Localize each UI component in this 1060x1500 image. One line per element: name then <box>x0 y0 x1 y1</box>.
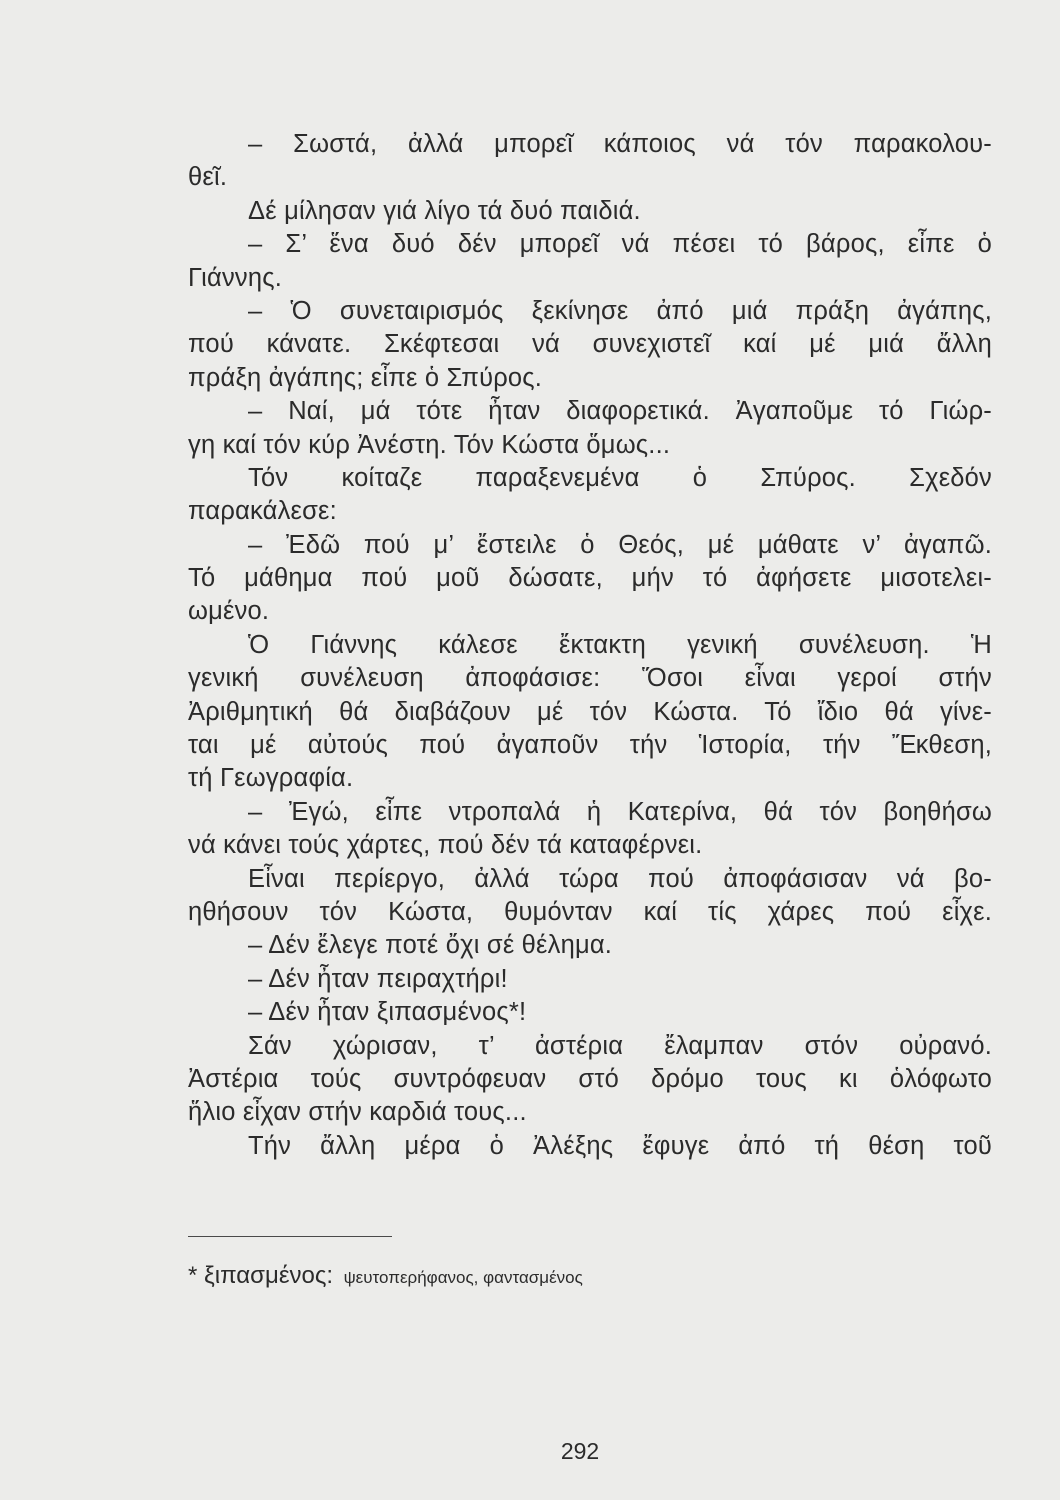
text-line: πράξη ἀγάπης; εἶπε ὁ Σπύρος. <box>188 363 543 392</box>
text-line: Γιάννης. <box>188 263 283 292</box>
text-line: Ἀριθμητική θά διαβάζουν μέ τόν Κώστα. Τό ἴδιο θά γίνε- <box>188 697 992 726</box>
text-line: – Δέν ἔλεγε ποτέ ὄχι σέ θέλημα. <box>248 931 613 960</box>
text-line: Τόν κοίταζε παραξενεμένα ὁ Σπύρος. Σχεδόν <box>248 463 992 492</box>
text-line: – Σωστά, ἀλλά μπορεῖ κάποιος νά τόν παρακολου- <box>248 130 992 158</box>
text-line: – Δέν ἦταν πειραχτήρι! <box>248 964 508 993</box>
text-line: ἥλιο εἶχαν στήν καρδιά τους... <box>188 1098 527 1127</box>
text-line: γη καί τόν κύρ Ἀνέστη. Τόν Κώστα ὅμως... <box>188 430 671 459</box>
text-line: Δέ μίλησαν γιά λίγο τά δυό παιδιά. <box>248 196 641 225</box>
text-line: Εἶναι περίεργο, ἀλλά τώρα πού ἀποφάσισαν νά βο- <box>248 864 992 893</box>
text-line: παρακάλεσε: <box>188 497 337 526</box>
text-line: – Ἐγώ, εἶπε ντροπαλά ἡ Κατερίνα, θά τόν βοηθήσω <box>248 797 992 826</box>
text-line: – Ναί, μά τότε ἦταν διαφορετικά. Ἀγαποῦμε τό Γιώρ- <box>248 397 992 426</box>
text-line: – Ὁ συνεταιρισμός ξεκίνησε ἀπό μιά πράξη ἀγάπης, <box>248 296 992 325</box>
text-line: Τό μάθημα πού μοῦ δώσατε, μήν τό ἀφήσετε μισοτελει- <box>188 564 992 593</box>
text-line: ωμένο. <box>188 597 270 626</box>
text-line: πού κάνατε. Σκέφτεσαι νά συνεχιστεῖ καί μέ μιά ἄλλη <box>188 330 992 359</box>
text-line: γενική συνέλευση ἀποφάσισε: Ὅσοι εἶναι γεροί στήν <box>188 664 992 693</box>
text-line: ηθήσουν τόν Κώστα, θυμόνταν καί τίς χάρες πού εἶχε. <box>188 897 992 926</box>
footnote-term: * ξιπασμένος: <box>188 1262 334 1289</box>
text-line: Τήν ἄλλη μέρα ὁ Ἀλέξης ἔφυγε ἀπό τή θέση τοῦ <box>248 1131 992 1160</box>
text-line: νά κάνει τούς χάρτες, πού δέν τά καταφέρνει. <box>188 831 703 860</box>
text-line: Ἀστέρια τούς συντρόφευαν στό δρόμο τους κι ὁλόφωτο <box>188 1064 992 1093</box>
text-line: θεῖ. <box>188 163 228 192</box>
text-line: Σάν χώρισαν, τ’ ἀστέρια ἔλαμπαν στόν οὐρανό. <box>248 1031 992 1060</box>
text-line: – Δέν ἦταν ξιπασμένος*! <box>248 998 527 1027</box>
text-line: – Σ’ ἕνα δυό δέν μπορεῖ νά πέσει τό βάρος, εἶπε ὁ <box>248 230 992 259</box>
body-text <box>188 128 992 1163</box>
text-line: – Ἐδῶ πού μ’ ἔστειλε ὁ Θεός, μέ μάθατε ν’ ἀγαπῶ. <box>248 530 992 559</box>
text-line: ται μέ αὐτούς πού ἀγαποῦν τήν Ἱστορία, τήν Ἔκθεση, <box>188 731 992 760</box>
page-number: 292 <box>560 1438 600 1464</box>
text-line: τή Γεωγραφία. <box>188 764 354 793</box>
footnote-divider <box>188 1236 392 1237</box>
text-line: Ὁ Γιάννης κάλεσε ἔκτακτη γενική συνέλευση. Ἡ <box>248 630 992 659</box>
footnote-definition: ψευτοπερήφανος, φαντασμένος <box>343 1268 583 1287</box>
footnote <box>188 1262 583 1290</box>
